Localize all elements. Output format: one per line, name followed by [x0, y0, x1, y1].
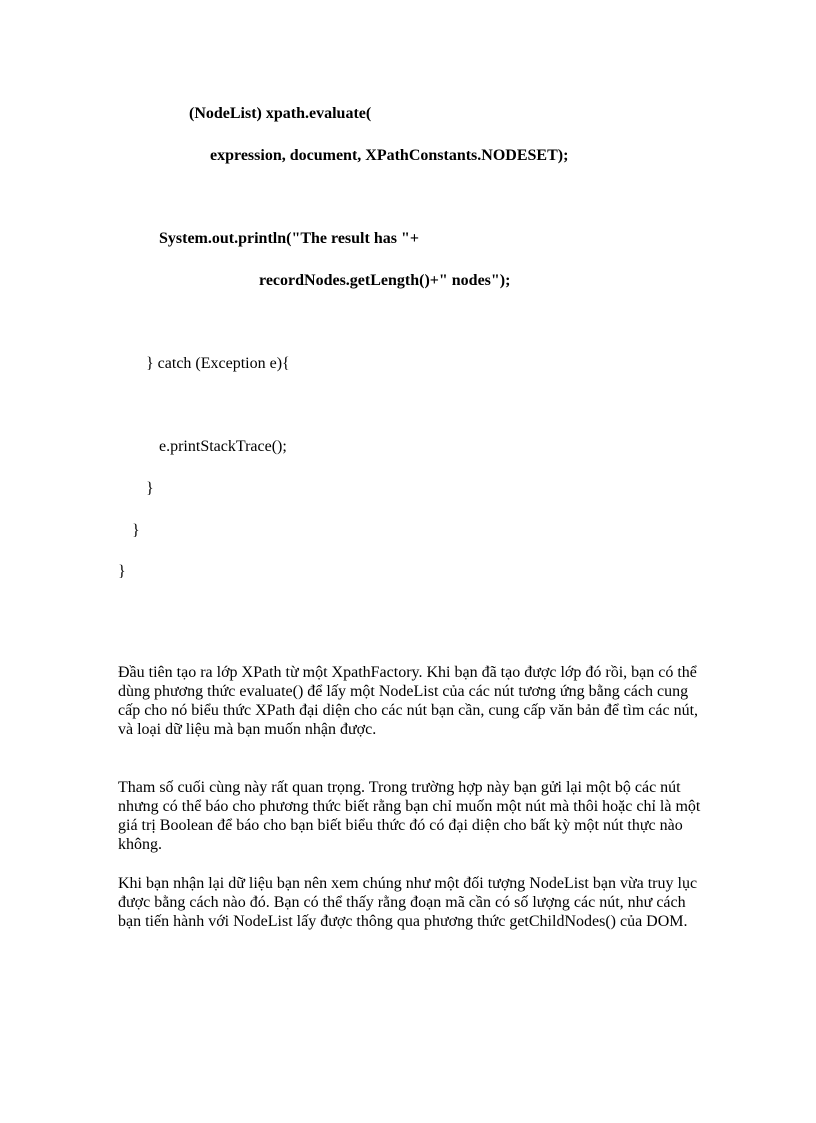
- code-line-9: }: [118, 563, 126, 580]
- code-line-1: (NodeList) xpath.evaluate(: [189, 105, 372, 122]
- code-line-8: }: [132, 522, 140, 539]
- code-line-4: recordNodes.getLength()+" nodes");: [259, 272, 511, 289]
- code-line-6: e.printStackTrace();: [159, 438, 287, 455]
- paragraph-3: Khi bạn nhận lại dữ liệu bạn nên xem chúng như một đối tượng NodeList bạn vừa truy lục được bằng cách nào đó. Bạn có thể thấy rằng đoạn mã cần có số lượng các nút, như cách bạn tiến hành với NodeList lấy được thông qua phương thức getChildNodes() của DOM.: [118, 875, 698, 930]
- paragraph-2: Tham số cuối cùng này rất quan trọng. Trong trường hợp này bạn gửi lại một bộ các nút nhưng có thể báo cho phương thức biết rằng bạn chỉ muốn một nút mà thôi hoặc chỉ là một giá trị Boolean để báo cho bạn biết biểu thức đó có đại diện cho bất kỳ một nút thực nào không.: [118, 779, 701, 853]
- code-line-3: System.out.println("The result has "+: [159, 230, 419, 247]
- code-line-5: } catch (Exception e){: [146, 355, 290, 372]
- paragraph-1: Đầu tiên tạo ra lớp XPath từ một XpathFactory. Khi bạn đã tạo được lớp đó rồi, bạn có thể dùng phương thức evaluate() để lấy một NodeList của các nút tương ứng bằng cách cung cấp cho nó biểu thức XPath đại diện cho các nút bạn cần, cung cấp văn bản để tìm các nút, và loại dữ liệu mà bạn muốn nhận được.: [118, 664, 699, 738]
- code-line-2: expression, document, XPathConstants.NODESET);: [210, 147, 569, 164]
- code-line-7: }: [146, 480, 154, 497]
